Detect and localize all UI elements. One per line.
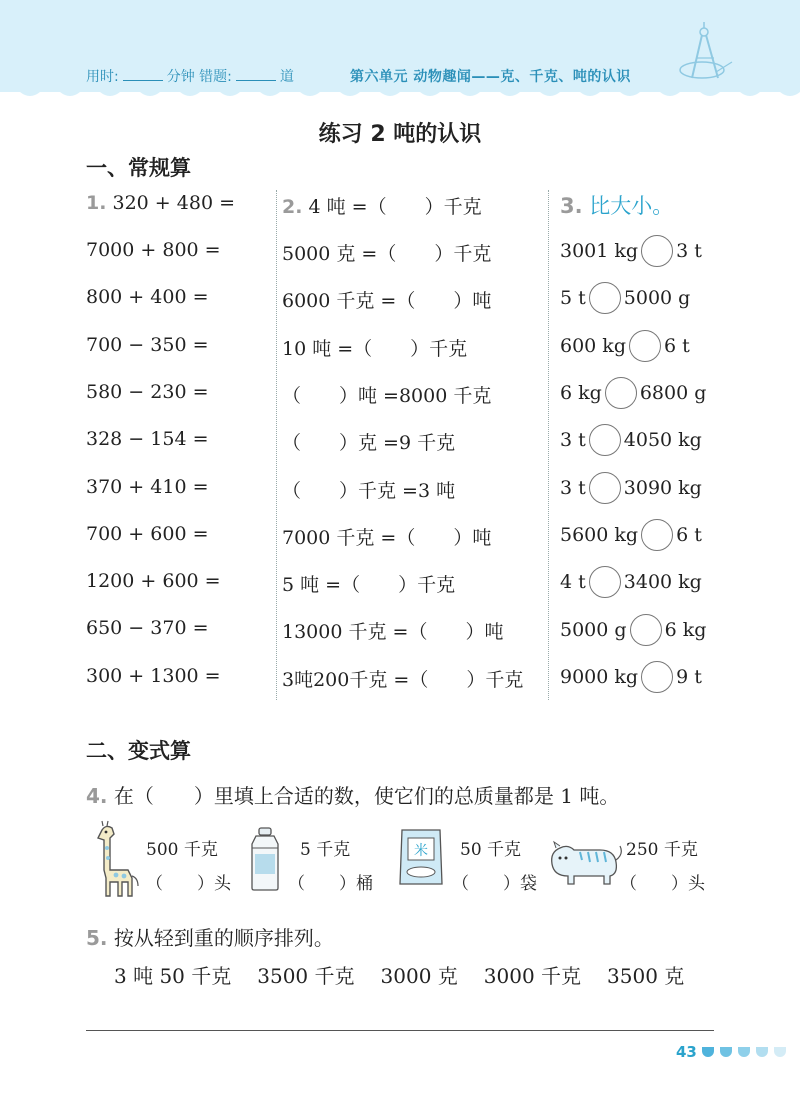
weight-item: 3000 千克	[483, 964, 582, 988]
compare-left: 5600 kg	[560, 524, 639, 546]
compare-instruction: 比大小。	[589, 194, 674, 218]
weights-list	[114, 960, 710, 989]
compare-right: 3400 kg	[623, 571, 702, 593]
time-blank[interactable]	[123, 68, 163, 81]
column-divider-2	[548, 190, 549, 700]
compare-left: 6 kg	[560, 382, 602, 404]
col2-row-1: 5000 克 =（ ）千克	[282, 243, 492, 265]
compare-circle[interactable]	[630, 614, 662, 646]
question-5-number: 5.	[86, 926, 108, 950]
compare-right: 3 t	[676, 240, 702, 262]
col2-row-5: （ ）克 =9 千克	[282, 432, 456, 454]
compare-circle[interactable]	[589, 424, 621, 456]
compare-row	[560, 661, 702, 693]
compare-left: 3 t	[560, 477, 586, 499]
bottom-rule	[86, 1030, 714, 1031]
compare-left: 600 kg	[560, 335, 626, 357]
compare-row	[560, 424, 702, 456]
bottle-icon	[248, 826, 282, 892]
col1-row-8: 1200 + 600 =	[86, 570, 221, 592]
column-divider-1	[276, 190, 277, 700]
compare-right: 6800 g	[639, 382, 707, 404]
giraffe-icon	[88, 820, 142, 900]
compare-row	[560, 566, 702, 598]
col2-row-9: 13000 千克 =（ ）吨	[282, 621, 504, 643]
compare-right: 9 t	[676, 666, 702, 688]
col1-row-6: 370 + 410 =	[86, 476, 209, 498]
col2-row-0	[282, 192, 482, 219]
col1-row-1: 7000 + 800 =	[86, 239, 221, 261]
question-2-number: 2.	[282, 196, 303, 218]
dot	[756, 1047, 768, 1057]
section-1-title: 一、常规算	[86, 156, 191, 180]
compare-row	[560, 330, 690, 362]
compare-circle[interactable]	[641, 661, 673, 693]
col2-row-2: 6000 千克 =（ ）吨	[282, 290, 492, 312]
compare-row	[560, 519, 702, 551]
item-answer[interactable]: （ ）桶	[288, 874, 373, 894]
time-unit: 分钟	[166, 69, 195, 85]
col1-row-10: 300 + 1300 =	[86, 665, 221, 687]
weight-item: 3500 克	[607, 964, 685, 988]
col2-expr: 4 吨 =（ ）千克	[308, 196, 482, 218]
weight-item: 3 吨 50 千克	[114, 964, 232, 988]
col3-header	[560, 190, 673, 220]
compare-circle[interactable]	[641, 519, 673, 551]
dot	[702, 1047, 714, 1057]
compare-row	[560, 282, 690, 314]
item-weight: 5 千克	[300, 840, 351, 860]
tiger-icon	[544, 834, 624, 888]
compare-right: 6 t	[676, 524, 702, 546]
item-weight: 250 千克	[626, 840, 698, 860]
compare-left: 4 t	[560, 571, 586, 593]
time-label: 用时:	[86, 69, 119, 85]
compass-icon	[676, 22, 736, 86]
compare-circle[interactable]	[641, 235, 673, 267]
dot	[774, 1047, 786, 1057]
compare-row	[560, 472, 702, 504]
compare-right: 5000 g	[623, 287, 691, 309]
question-3-number: 3.	[560, 194, 583, 218]
col1-row-3: 700 − 350 =	[86, 334, 209, 356]
col1-row-0	[86, 192, 235, 214]
item-answer[interactable]: （ ）头	[620, 874, 705, 894]
question-4	[86, 780, 619, 809]
item-answer[interactable]: （ ）头	[146, 874, 231, 894]
compare-circle[interactable]	[589, 282, 621, 314]
compare-row	[560, 377, 706, 409]
compare-circle[interactable]	[605, 377, 637, 409]
compare-right: 6 kg	[664, 619, 707, 641]
col1-row-2: 800 + 400 =	[86, 286, 209, 308]
col2-row-4: （ ）吨 =8000 千克	[282, 385, 492, 407]
col1-expr: 320 + 480 =	[112, 192, 235, 214]
col2-row-10: 3吨200千克 =（ ）千克	[282, 669, 524, 691]
compare-left: 5000 g	[560, 619, 627, 641]
errors-blank[interactable]	[236, 68, 276, 81]
page-number: 43	[676, 1043, 697, 1061]
weight-item: 3000 克	[380, 964, 458, 988]
col1-row-9: 650 − 370 =	[86, 617, 209, 639]
question-4-number: 4.	[86, 784, 108, 808]
errors-unit: 道	[279, 69, 294, 85]
compare-circle[interactable]	[589, 472, 621, 504]
item-weight: 50 千克	[460, 840, 522, 860]
col2-row-6: （ ）千克 =3 吨	[282, 480, 456, 502]
header-wave	[0, 84, 800, 100]
compare-right: 6 t	[663, 335, 690, 357]
dot	[720, 1047, 732, 1057]
compare-left: 9000 kg	[560, 666, 639, 688]
col1-row-7: 700 + 600 =	[86, 523, 209, 545]
section-2-title: 二、变式算	[86, 739, 191, 763]
question-4-text: 在（ ）里填上合适的数，使它们的总质量都是 1 吨。	[113, 784, 620, 808]
svg-text:米: 米	[414, 843, 428, 859]
col2-row-8: 5 吨 =（ ）千克	[282, 574, 456, 596]
weight-item: 3500 千克	[257, 964, 355, 988]
item-weight: 500 千克	[146, 840, 218, 860]
page-dots	[702, 1047, 792, 1057]
compare-left: 5 t	[560, 287, 586, 309]
compare-left: 3 t	[560, 429, 586, 451]
compare-left: 3001 kg	[560, 240, 639, 262]
compare-circle[interactable]	[629, 330, 661, 362]
compare-right: 4050 kg	[623, 429, 702, 451]
page-title: 练习 2 吨的认识	[318, 122, 482, 147]
col1-row-4: 580 − 230 =	[86, 381, 209, 403]
question-1-number: 1.	[86, 192, 107, 214]
compare-right: 3090 kg	[623, 477, 702, 499]
flour-bag-icon	[396, 826, 446, 888]
compare-row	[560, 235, 702, 267]
dot	[738, 1047, 750, 1057]
question-5	[86, 922, 334, 951]
item-answer[interactable]: （ ）袋	[452, 874, 537, 894]
errors-label: 错题:	[199, 69, 232, 85]
col2-row-3: 10 吨 =（ ）千克	[282, 338, 468, 360]
compare-row	[560, 614, 706, 646]
col1-row-5: 328 − 154 =	[86, 428, 209, 450]
unit-title: 第六单元 动物趣闻——克、千克、吨的认识	[350, 69, 631, 85]
header-timing	[86, 66, 294, 86]
col2-row-7: 7000 千克 =（ ）吨	[282, 527, 492, 549]
compare-circle[interactable]	[589, 566, 621, 598]
question-5-text: 按从轻到重的顺序排列。	[113, 926, 334, 950]
